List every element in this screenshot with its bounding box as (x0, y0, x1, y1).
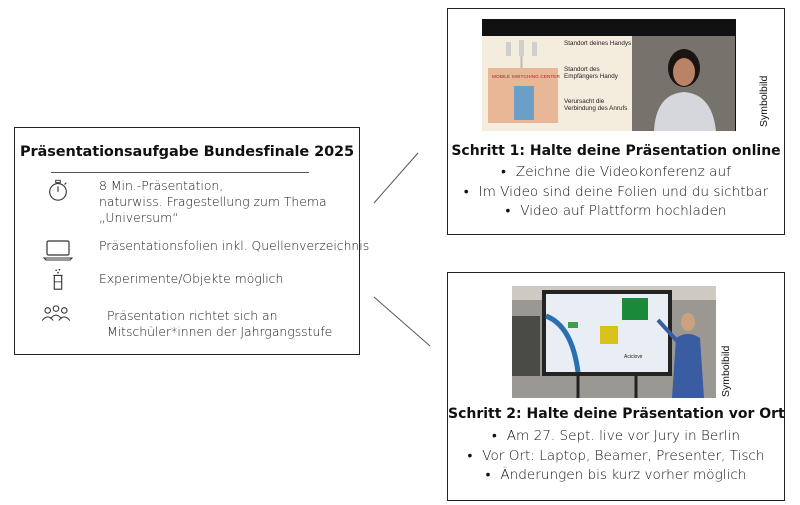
task-item-text: Experimente/Objekte möglich (99, 271, 284, 286)
step2-image-label: Symbolbild (720, 345, 732, 397)
laptop-icon (43, 238, 73, 262)
step1-box (447, 8, 785, 235)
screen-label: Aciclovir (624, 354, 643, 360)
step2-bullet: • Am 27. Sept. live vor Jury in Berlin (448, 427, 784, 447)
step2-bullet: • Vor Ort: Laptop, Beamer, Presenter, Tisch (448, 447, 784, 467)
step1-title: Schritt 1: Halte deine Präsentation online (451, 143, 781, 159)
step1-bullet-list (448, 163, 784, 222)
connector-line-step2 (374, 297, 430, 346)
task-overview-title: Präsentationsaufgabe Bundesfinale 2025 (19, 144, 355, 160)
step2-bullet: • Änderungen bis kurz vorher möglich (448, 466, 784, 486)
switching-center-drawing (488, 68, 558, 123)
beaker-icon (43, 268, 73, 292)
task-item-text: Präsentation richtet sich an Mitschüler*innen der Jahrgangsstufe (107, 308, 333, 339)
presenter-video (632, 36, 735, 131)
task-item-audience (37, 304, 351, 344)
step1-bullet: • Im Video sind deine Folien und du sichtbar (448, 183, 784, 203)
task-item-experiments (37, 268, 351, 294)
slide-bullet: Standort des Empfängers Handy (564, 66, 618, 80)
stopwatch-icon (43, 178, 73, 202)
step1-bullet: • Video auf Plattform hochladen (448, 202, 784, 222)
step1-image-label: Symbolbild (758, 75, 770, 127)
antenna-icon (502, 40, 542, 70)
step2-box (447, 272, 785, 501)
step2-image (512, 286, 716, 398)
switching-center-sign: MOBILE SWITCHING CENTER (492, 75, 560, 80)
connector-line-step1 (374, 153, 418, 203)
task-item-text: 8 Min.-Präsentation, naturwiss. Fragestellung zum Thema „Universum“ (99, 178, 327, 225)
task-overview-box (14, 127, 370, 355)
task-item-duration (37, 178, 351, 228)
slide-bullet: Standort deines Handys (564, 40, 632, 47)
step2-title: Schritt 2: Halte deine Präsentation vor Ort (448, 406, 785, 422)
step1-slide (482, 36, 632, 131)
people-icon (39, 304, 73, 328)
title-divider (51, 172, 309, 173)
step1-bullet: • Zeichne die Videokonferenz auf (448, 163, 784, 183)
classroom-photo (512, 286, 716, 398)
task-item-text: Präsentationsfolien inkl. Quellenverzeichnis (99, 238, 370, 253)
step1-image (482, 19, 736, 131)
slide-bullet: Verursacht die Verbindung des Anrufs (564, 98, 628, 112)
presenter-figure (632, 36, 735, 131)
step2-bullet-list (448, 427, 784, 486)
task-item-slides (37, 238, 370, 260)
